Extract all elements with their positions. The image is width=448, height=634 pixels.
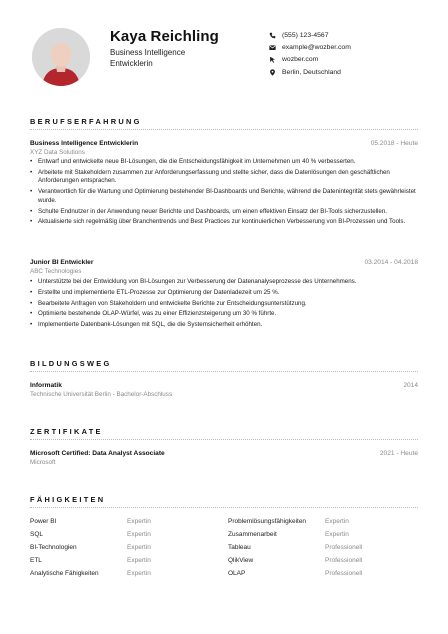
section-divider	[30, 439, 418, 440]
link-icon	[268, 56, 276, 64]
skill-name: SQL	[30, 531, 44, 538]
experience-company: ABC Technologies	[30, 268, 82, 275]
list-item: • Implementierte Datenbank-Lösungen mit SQL, die die Systemsicherheit erhöhten.	[30, 321, 422, 330]
skill-level: Expertin	[127, 557, 151, 564]
experience-role: Business Intelligence Entwicklerin	[30, 140, 139, 147]
skill-name: Problemlösungsfähigkeiten	[228, 518, 307, 525]
section-divider	[30, 129, 418, 130]
education-entry-header	[30, 382, 418, 389]
section-title-experience: BERUFSERFAHRUNG	[30, 117, 142, 126]
skill-level: Expertin	[127, 518, 151, 525]
contact-email[interactable]	[268, 41, 428, 53]
skill-level: Expertin	[325, 518, 349, 525]
skills-row	[30, 518, 420, 528]
skill-name: OLAP	[228, 570, 246, 577]
contact-location-text: Berlin, Deutschland	[282, 68, 341, 76]
section-divider	[30, 371, 418, 372]
list-item: • Erstellte und implementierte ETL-Prozesse zur Optimierung der Datenladezeit um 25 %.	[30, 289, 422, 298]
list-item: • Unterstützte bei der Entwicklung von BI-Lösungen zur Verbesserung der Datenanalyseprozesse des Unternehmens.	[30, 278, 422, 287]
skill-level: Expertin	[127, 570, 151, 577]
location-pin-icon	[268, 68, 276, 76]
certificate-name: Microsoft Certified: Data Analyst Associate	[30, 450, 165, 457]
experience-date: 05.2018 - Heute	[370, 140, 418, 147]
list-item: • Arbeitete mit Stakeholdern zusammen zur Anforderungserfassung und stellte sicher, dass die Datenlösungen den geschäftlichen Anforderungen entsprachen.	[30, 169, 422, 186]
contact-list	[268, 29, 428, 78]
experience-bullets	[30, 158, 422, 229]
education-degree: Informatik	[30, 382, 62, 389]
section-title-education: BILDUNGSWEG	[30, 359, 112, 368]
contact-website-text: wozber.com	[282, 56, 319, 64]
profile-photo	[32, 28, 90, 86]
contact-email-text: example@wozber.com	[282, 43, 351, 51]
experience-entry-1-header	[30, 140, 418, 147]
list-item: • Schulte Endnutzer in der Anwendung neuer Berichte und Dashboards, um einen effektiven Einsatz der BI-Tools sicherzustellen.	[30, 208, 422, 217]
skills-row	[30, 544, 420, 554]
skill-name: Power BI	[30, 518, 57, 525]
skills-row	[30, 557, 420, 567]
contact-phone-text: (555) 123-4567	[282, 31, 329, 39]
list-item: • Bearbeitete Anfragen von Stakeholdern und entwickelte Berichte zur Entscheidungsunterstützung.	[30, 300, 422, 309]
skill-name: Analytische Fähigkeiten	[30, 570, 99, 577]
skills-row	[30, 531, 420, 541]
skill-name: BI-Technologien	[30, 544, 77, 551]
skill-level: Expertin	[127, 544, 151, 551]
email-icon	[268, 43, 276, 51]
candidate-job-title: Business Intelligence Entwicklerin	[110, 48, 186, 68]
skill-name: Tableau	[228, 544, 251, 551]
education-year: 2014	[403, 382, 418, 389]
skill-name: QlikView	[228, 557, 254, 564]
list-item: • Entwarf und entwickelte neue BI-Lösungen, die die Entscheidungsfähigkeit im Unternehmen um 40 % verbesserten.	[30, 158, 422, 167]
skill-level: Expertin	[127, 531, 151, 538]
certificate-date: 2021 - Heute	[379, 450, 418, 457]
experience-bullets	[30, 278, 422, 332]
skill-level: Professionell	[325, 570, 363, 577]
experience-company: XYZ Data Solutions	[30, 149, 85, 156]
contact-location	[268, 66, 428, 78]
skill-level: Expertin	[325, 531, 349, 538]
section-divider	[30, 507, 418, 508]
certificate-issuer: Microsoft	[30, 459, 56, 466]
avatar	[32, 28, 90, 86]
experience-date: 03.2014 - 04.2018	[364, 259, 418, 266]
skills-row	[30, 570, 420, 580]
section-title-certificates: ZERTIFIKATE	[30, 427, 103, 436]
skill-name: ETL	[30, 557, 42, 564]
certificate-entry-header	[30, 450, 418, 457]
candidate-name: Kaya Reichling	[110, 28, 219, 45]
skill-name: Zusammenarbeit	[228, 531, 277, 538]
contact-phone[interactable]	[268, 29, 428, 41]
skill-level: Professionell	[325, 557, 363, 564]
skill-level: Professionell	[325, 544, 363, 551]
contact-website[interactable]	[268, 54, 428, 66]
education-school: Technische Universität Berlin - Bachelor-Abschluss	[30, 391, 173, 398]
list-item: • Optimierte bestehende OLAP-Würfel, was zu einer Effizienzsteigerung um 30 % führte.	[30, 310, 422, 319]
list-item: • Aktualisierte sich regelmäßig über Branchentrends und Best Practices zur kontinuierlichen Verbesserung von BI-Prozessen und Tools.	[30, 218, 422, 227]
phone-icon	[268, 31, 276, 39]
experience-entry-2-header	[30, 259, 418, 266]
list-item: • Verantwortlich für die Wartung und Optimierung bestehender BI-Dashboards und Berichte, während die Datenintegrität stets gewährleistet wurde.	[30, 188, 422, 205]
experience-role: Junior BI Entwickler	[30, 259, 94, 266]
section-title-skills: FÄHIGKEITEN	[30, 495, 106, 504]
